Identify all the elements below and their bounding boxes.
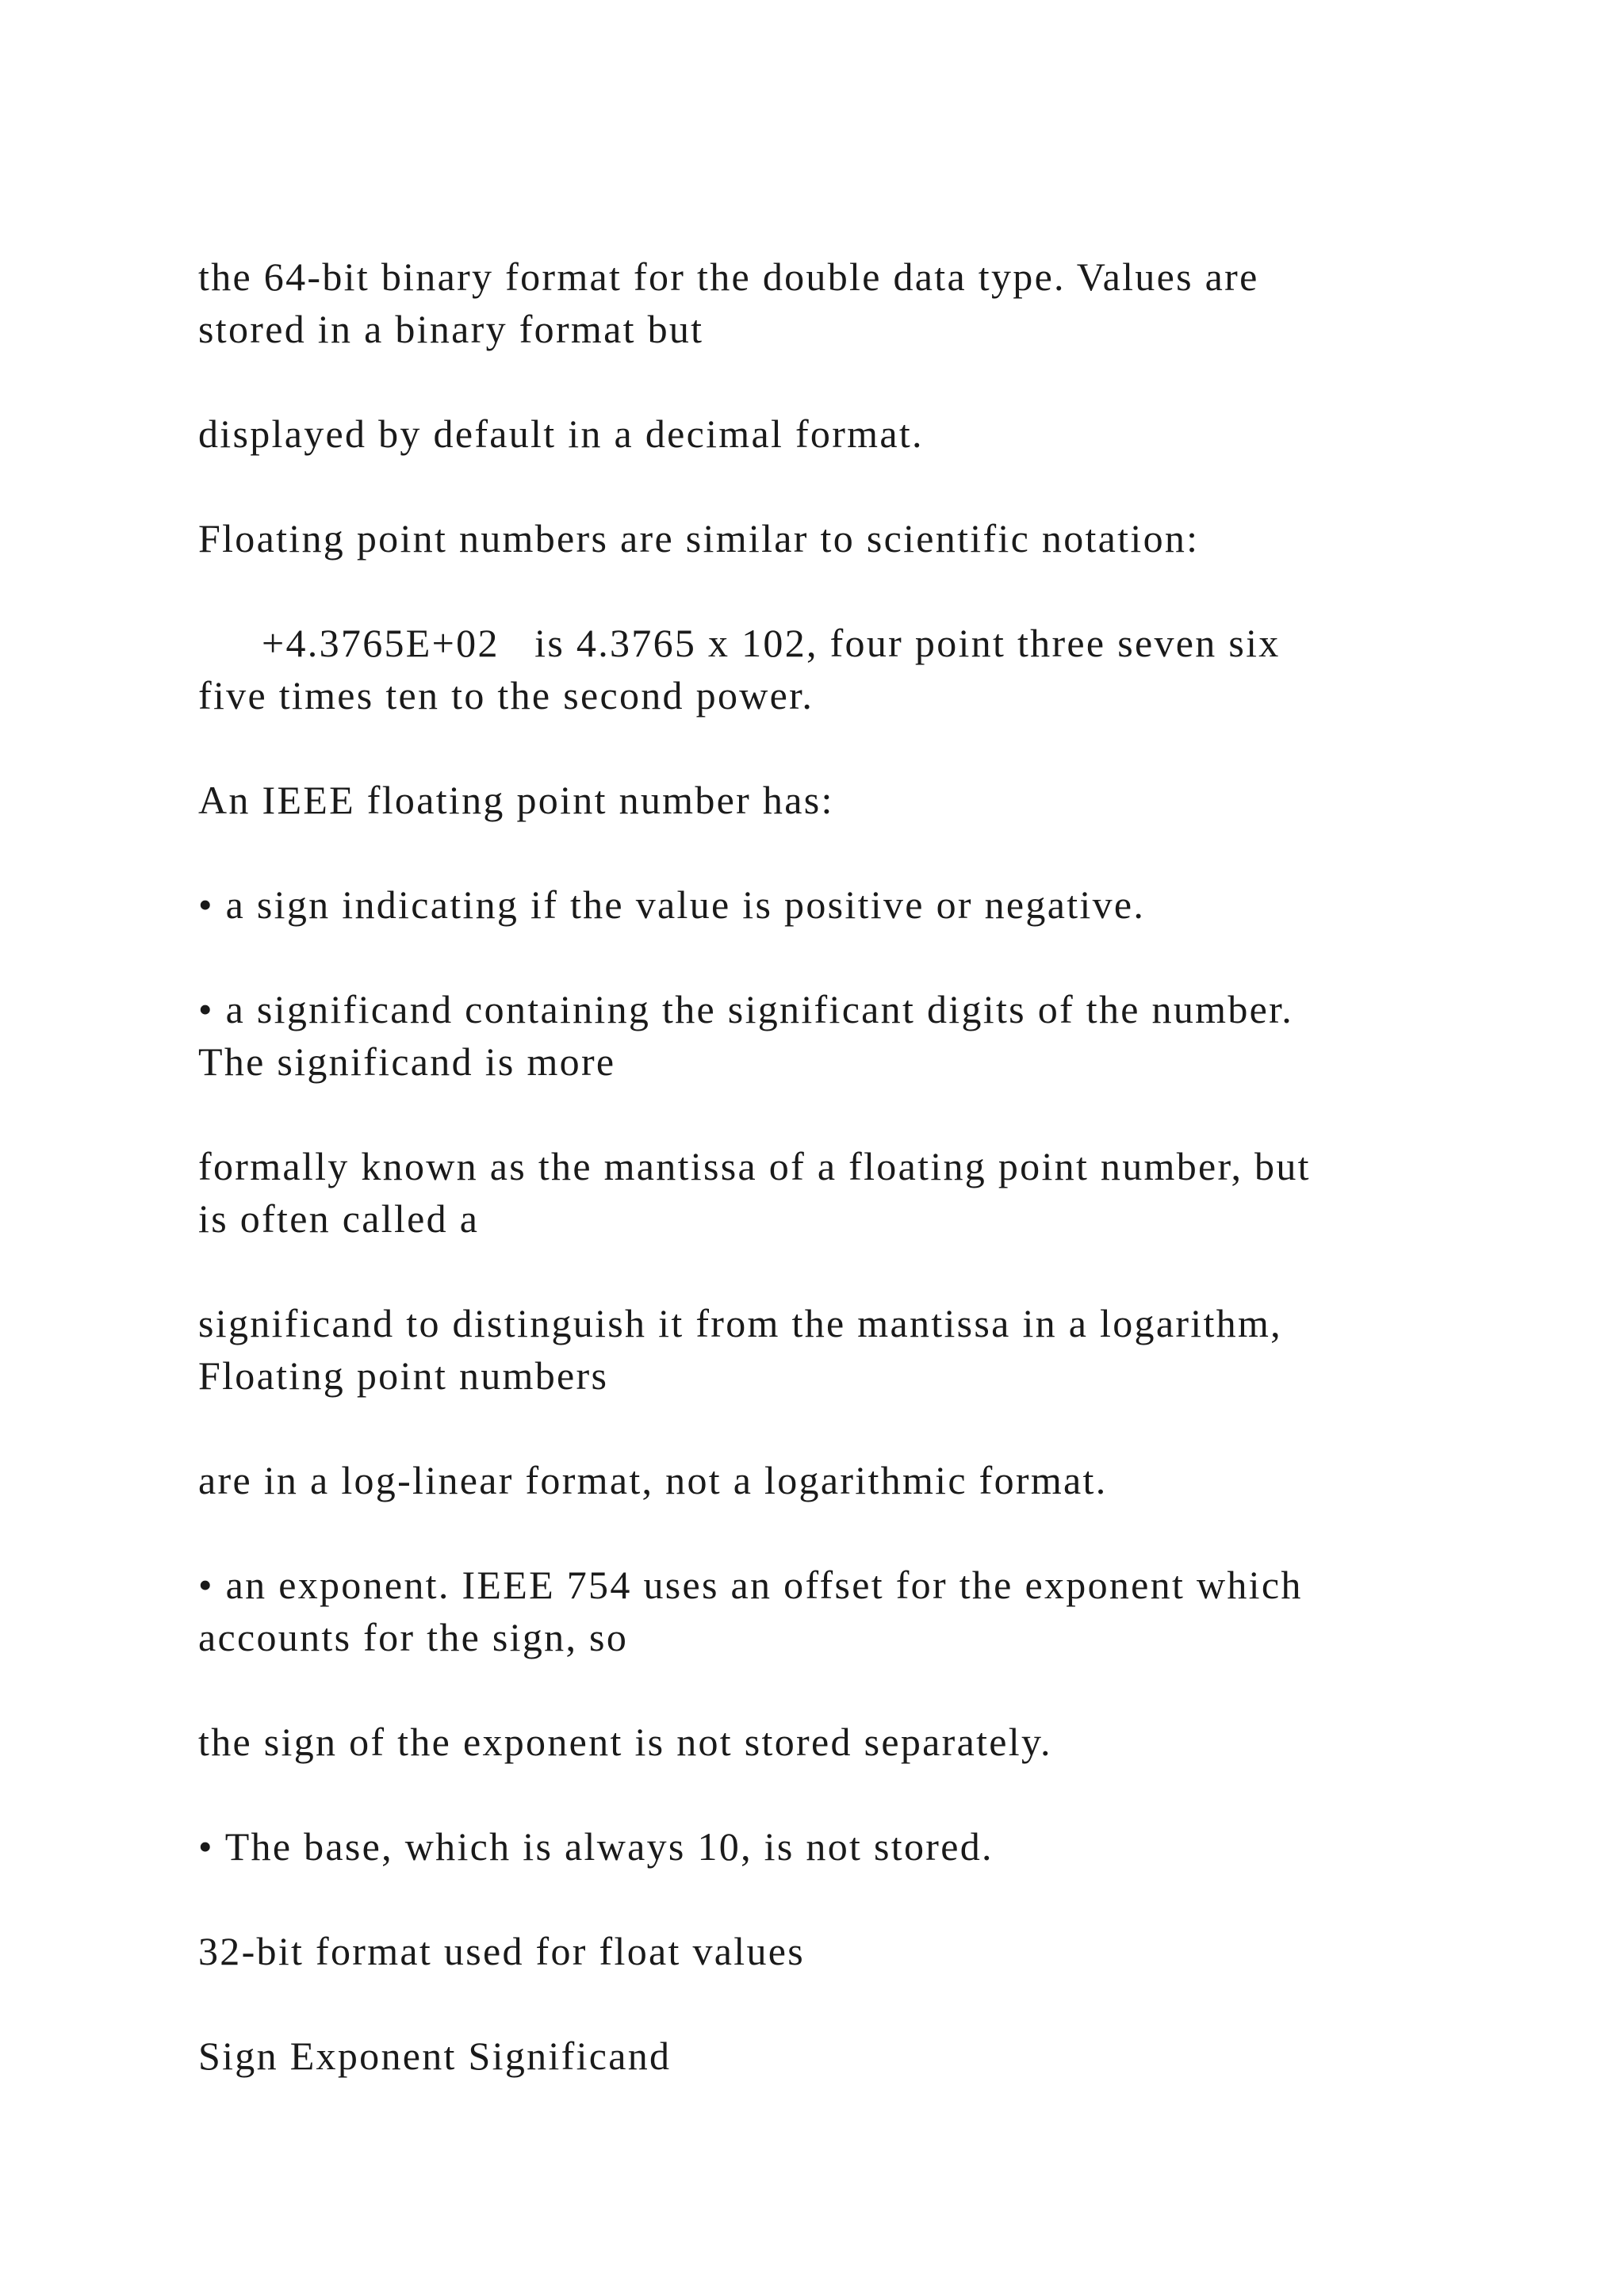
text-line: significand to distinguish it from the mantissa in a logarithm, (198, 1301, 1282, 1345)
text-line: five times ten to the second power. (198, 673, 814, 718)
text-line: The significand is more (198, 1039, 616, 1084)
text-line: are in a log-linear format, not a logarithmic format. (198, 1458, 1108, 1502)
text-line: displayed by default in a decimal format. (198, 411, 924, 456)
text-line: accounts for the sign, so (198, 1615, 629, 1659)
text-line: Sign Exponent Significand (198, 2034, 672, 2078)
text-line: formally known as the mantissa of a floating point number, but (198, 1144, 1311, 1188)
bullet-line: • The base, which is always 10, is not stored. (198, 1824, 994, 1869)
text-line: An IEEE floating point number has: (198, 778, 834, 822)
text-line: the sign of the exponent is not stored separately. (198, 1720, 1052, 1764)
text-line: Floating point numbers (198, 1353, 609, 1398)
text-line: stored in a binary format but (198, 307, 704, 351)
text-line: +4.3765E+02 is 4.3765 x 102, four point three seven six (262, 621, 1281, 665)
bullet-line: • an exponent. IEEE 754 uses an offset for the exponent which (198, 1563, 1303, 1607)
text-line: 32-bit format used for float values (198, 1929, 806, 1973)
bullet-line: • a significand containing the significant digits of the number. (198, 987, 1294, 1031)
bullet-line: • a sign indicating if the value is positive or negative. (198, 882, 1146, 927)
text-line: the 64-bit binary format for the double data type. Values are (198, 254, 1259, 299)
text-line: is often called a (198, 1196, 480, 1241)
text-line: Floating point numbers are similar to scientific notation: (198, 516, 1200, 561)
